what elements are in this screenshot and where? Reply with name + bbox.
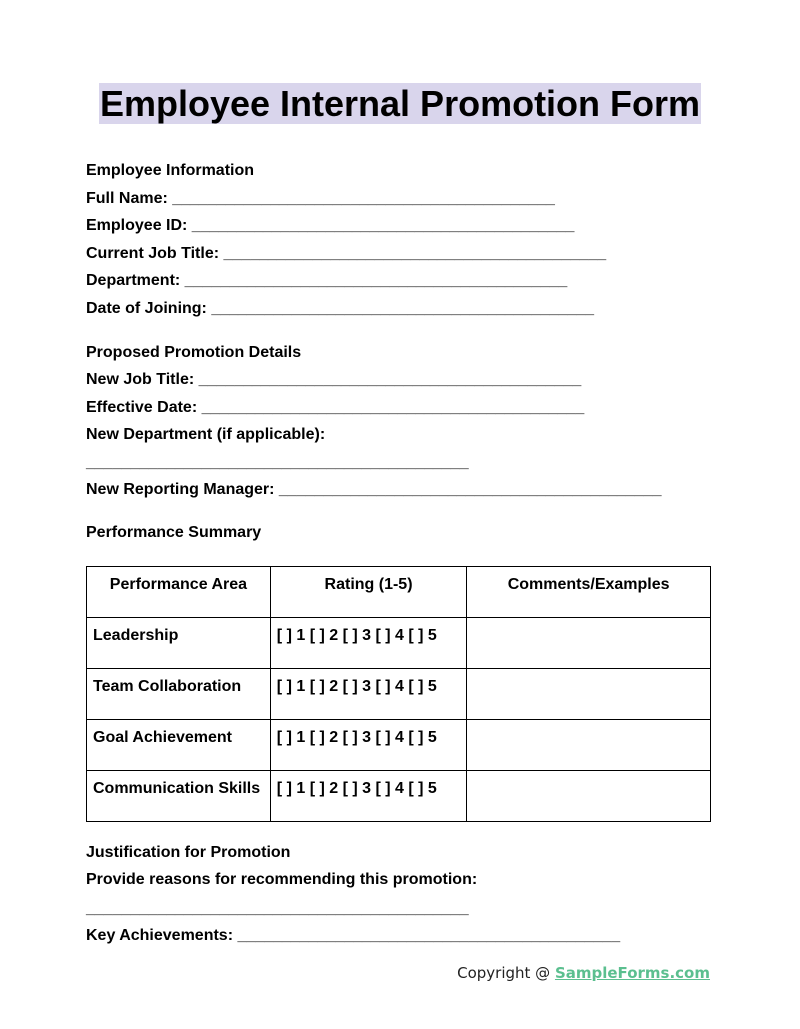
- table-row: [87, 669, 711, 720]
- area-cell: Communication Skills: [87, 771, 271, 822]
- title-area: [0, 83, 800, 124]
- new-department-field[interactable]: ___________________________________________: [86, 454, 469, 471]
- table-header-row: [87, 567, 711, 618]
- key-achievements-field[interactable]: Key Achievements: ___________________________________________: [86, 927, 621, 944]
- promotion-heading: Proposed Promotion Details: [86, 344, 302, 361]
- rating-cell[interactable]: [ ] 1 [ ] 2 [ ] 3 [ ] 4 [ ] 5: [270, 720, 466, 771]
- performance-heading: Performance Summary: [86, 524, 262, 541]
- employee-id-field[interactable]: Employee ID: ___________________________________________: [86, 217, 575, 234]
- table-row: [87, 618, 711, 669]
- justification-prompt: Provide reasons for recommending this promotion:: [86, 871, 478, 888]
- table-row: [87, 720, 711, 771]
- department-field[interactable]: Department: ___________________________________________: [86, 272, 568, 289]
- effective-date-field[interactable]: Effective Date: ___________________________________________: [86, 399, 585, 416]
- justification-field[interactable]: ___________________________________________: [86, 900, 469, 917]
- new-reporting-manager-field[interactable]: New Reporting Manager: ___________________________________________: [86, 481, 662, 498]
- column-header-rating: Rating (1-5): [270, 567, 466, 618]
- area-cell: Leadership: [87, 618, 271, 669]
- full-name-field[interactable]: Full Name: ___________________________________________: [86, 190, 555, 207]
- new-job-title-field[interactable]: New Job Title: ___________________________________________: [86, 371, 582, 388]
- rating-cell[interactable]: [ ] 1 [ ] 2 [ ] 3 [ ] 4 [ ] 5: [270, 771, 466, 822]
- brand-link[interactable]: SampleForms.com: [554, 964, 710, 982]
- copyright-text: Copyright @: [457, 964, 555, 982]
- current-job-title-field[interactable]: Current Job Title: ___________________________________________: [86, 245, 607, 262]
- column-header-area: Performance Area: [87, 567, 271, 618]
- comments-cell[interactable]: [467, 720, 711, 771]
- area-cell: Goal Achievement: [87, 720, 271, 771]
- table-row: [87, 771, 711, 822]
- column-header-comments: Comments/Examples: [467, 567, 711, 618]
- rating-cell[interactable]: [ ] 1 [ ] 2 [ ] 3 [ ] 4 [ ] 5: [270, 618, 466, 669]
- date-of-joining-field[interactable]: Date of Joining: ___________________________________________: [86, 300, 594, 317]
- area-cell: Team Collaboration: [87, 669, 271, 720]
- justification-heading: Justification for Promotion: [86, 844, 291, 861]
- comments-cell[interactable]: [467, 771, 711, 822]
- new-department-label: New Department (if applicable):: [86, 426, 326, 443]
- performance-table: [86, 566, 711, 822]
- form-title: Employee Internal Promotion Form: [99, 83, 701, 124]
- comments-cell[interactable]: [467, 669, 711, 720]
- employee-info-heading: Employee Information: [86, 162, 255, 179]
- comments-cell[interactable]: [467, 618, 711, 669]
- copyright-footer: [457, 964, 710, 982]
- rating-cell[interactable]: [ ] 1 [ ] 2 [ ] 3 [ ] 4 [ ] 5: [270, 669, 466, 720]
